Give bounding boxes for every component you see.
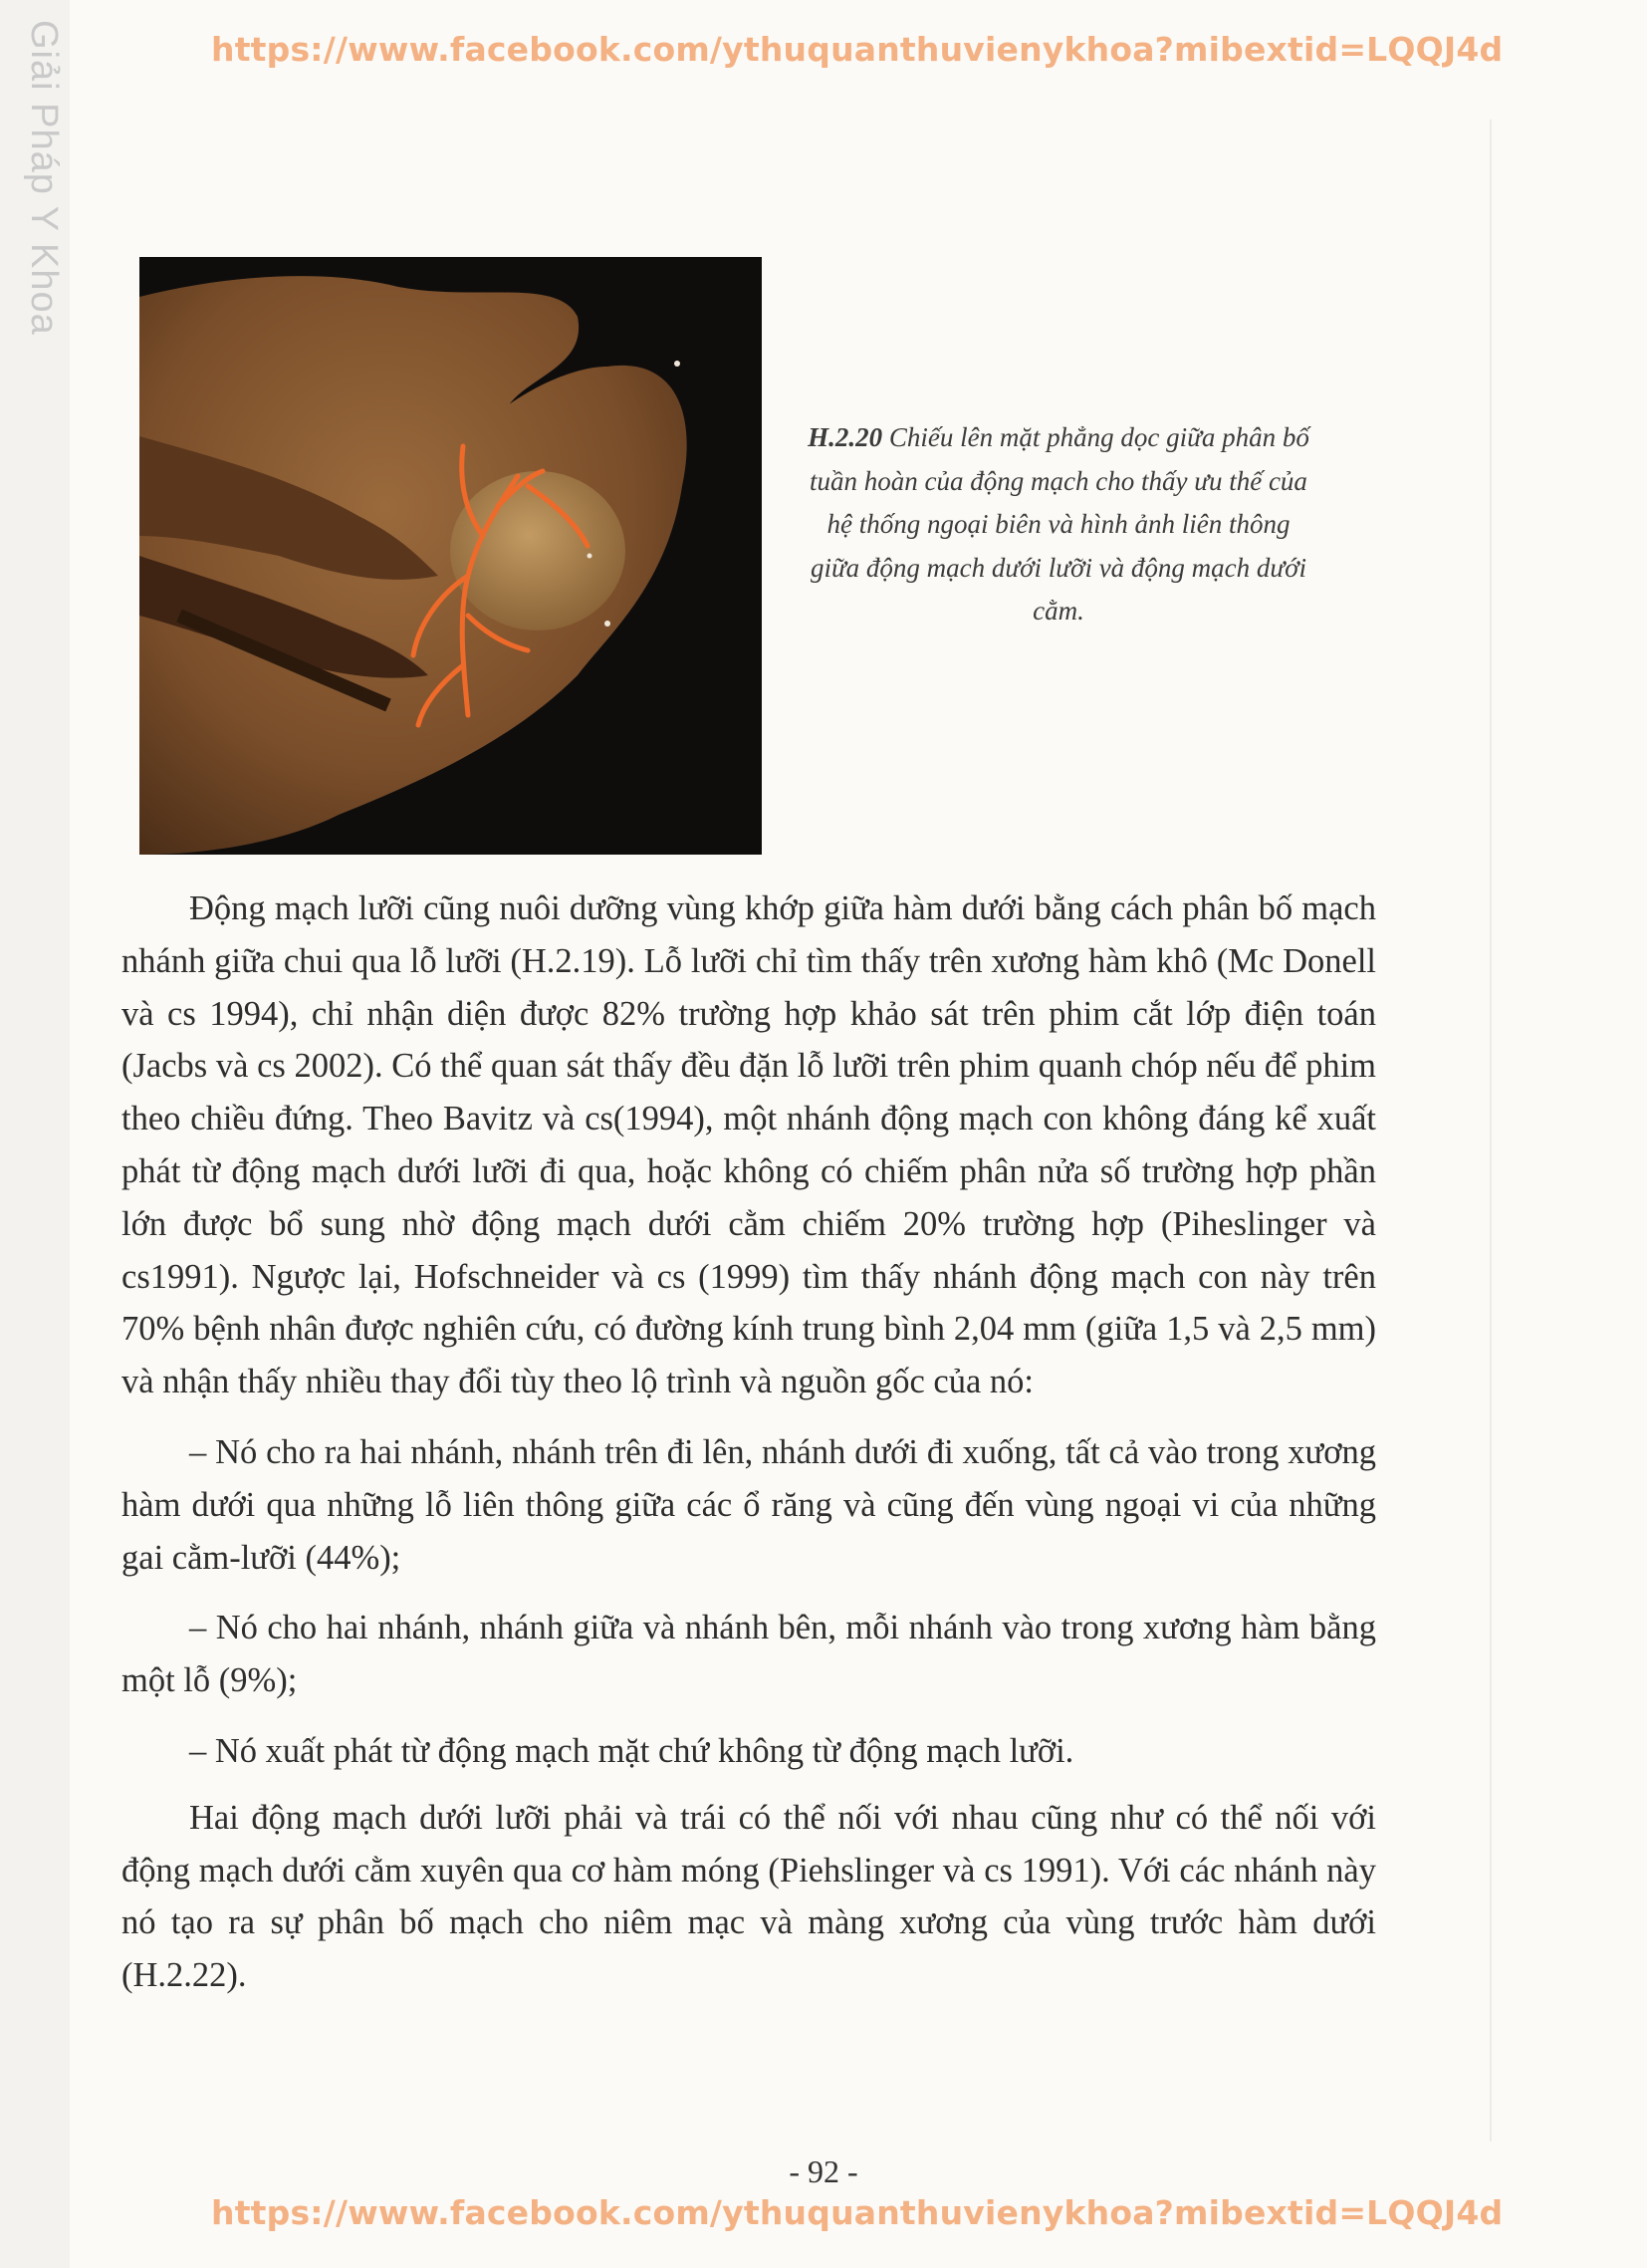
anatomical-photo [139, 257, 762, 855]
figure-caption-text: Chiếu lên mặt phẳng dọc giữa phân bố tuần hoàn của động mạch cho thấy ưu thế của hệ thống ngoại biên và hình ảnh liên thông giữa động mạch dưới lưỡi và động mạch dưới cằm. [810, 422, 1309, 626]
bullet-2: – Nó cho hai nhánh, nhánh giữa và nhánh bên, mỗi nhánh vào trong xương hàm bằng một lỗ (9%); [121, 1609, 1376, 1700]
page-edge-line [1490, 120, 1492, 2142]
paragraph-2: Hai động mạch dưới lưỡi phải và trái có thể nối với nhau cũng như có thể nối với động mạch dưới cằm xuyên qua cơ hàm móng (Piehslinger và cs 1991). Với các nhánh này nó tạo ra sự phân bố mạch cho niêm mạc và màng xương của vùng trước hàm dưới (H.2.22). [121, 1798, 1376, 1995]
anatomical-photo-illustration [139, 257, 762, 855]
body-text [121, 882, 1376, 2002]
page-side-strip [0, 0, 70, 2268]
paragraph-1: Động mạch lưỡi cũng nuôi dưỡng vùng khớp giữa hàm dưới bằng cách phân bố mạch nhánh giữa chui qua lỗ lưỡi (H.2.19). Lỗ lưỡi chỉ tìm thấy trên xương hàm khô (Mc Donell và cs 1994), chỉ nhận diện được 82% trường hợp khảo sát trên phim cắt lớp điện toán (Jacbs và cs 2002). Có thể quan sát thấy đều đặn lỗ lưỡi trên phim quanh chóp nếu để phim theo chiều đứng. Theo Bavitz và cs(1994), một nhánh động mạch con không đáng kể xuất phát từ động mạch dưới lưỡi đi qua, hoặc không có chiếm phân nửa số trường hợp phần lớn được bổ sung nhờ động mạch dưới cằm chiếm 20% trường hợp (Piheslinger và cs1991). Ngược lại, Hofschneider và cs (1999) tìm thấy nhánh động mạch con này trên 70% bệnh nhân được nghiên cứu, có đường kính trung bình 2,04 mm (giữa 1,5 và 2,5 mm) và nhận thấy nhiều thay đổi tùy theo lộ trình và nguồn gốc của nó: [121, 889, 1376, 1401]
page-number: - 92 - [789, 2153, 858, 2189]
bullet-3: – Nó xuất phát từ động mạch mặt chứ không từ động mạch lưỡi. [189, 1731, 1074, 1770]
header-url-watermark: https://www.facebook.com/ythuquanthuvienykhoa?mibextid=LQQJ4d [211, 30, 1504, 69]
footer-url-watermark: https://www.facebook.com/ythuquanthuvienykhoa?mibextid=LQQJ4d [211, 2193, 1504, 2232]
figure-caption [805, 416, 1312, 633]
side-watermark: Giải Pháp Y Khoa [23, 20, 65, 336]
figure-caption-label: H.2.20 [808, 422, 883, 452]
bullet-1: – Nó cho ra hai nhánh, nhánh trên đi lên, nhánh dưới đi xuống, tất cả vào trong xương hàm dưới qua những lỗ liên thông giữa các ổ răng và cũng đến vùng ngoại vi của những gai cằm-lưỡi (44%); [121, 1432, 1376, 1577]
